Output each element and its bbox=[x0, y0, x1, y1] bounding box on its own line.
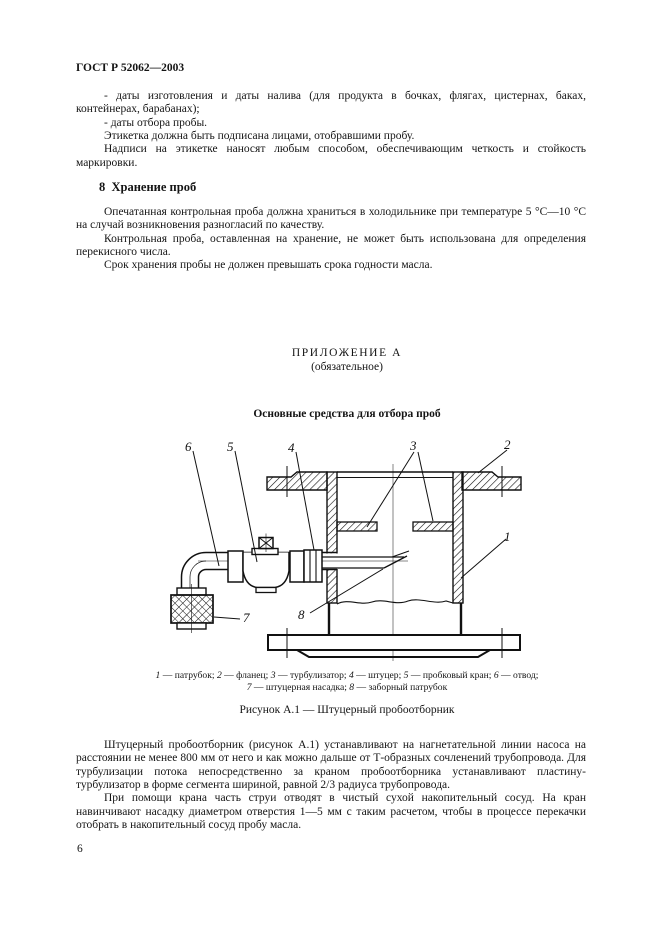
paragraph: Надписи на этикетке наносят любым способом, обеспечивающим четкость и стойкость маркировки. bbox=[76, 143, 586, 169]
turbulizer-baffles bbox=[337, 522, 453, 531]
section8-paragraphs bbox=[76, 206, 586, 273]
doc-number-header: ГОСТ Р 52062—2003 bbox=[76, 62, 185, 74]
paragraph: При помощи крана часть струи отводят в чистый сухой накопительный сосуд. На кран навинчивают насадку диаметром отверстия 1—5 мм с таким расчетом, чтобы в процессе перекачки отобрать в накопительный сосуд пробу масла. bbox=[76, 792, 586, 832]
figure-label-5: 5 bbox=[227, 439, 234, 454]
appendix-title: ПРИЛОЖЕНИЕ А bbox=[291, 347, 403, 359]
top-flange bbox=[267, 466, 521, 497]
page-number: 6 bbox=[77, 843, 83, 855]
figure-a1-diagram bbox=[160, 435, 530, 665]
section8-heading: 8 Хранение проб bbox=[99, 180, 197, 194]
figure-label-7: 7 bbox=[243, 610, 250, 625]
liquid-level-line bbox=[337, 600, 453, 604]
paragraph: - даты изготовления и даты налива (для продукта в бочках, флягах, цистернах, баках, контейнерах, барабанах); bbox=[76, 90, 586, 116]
legend-line: 7 — штуцерная насадка; 8 — заборный патрубок bbox=[246, 682, 448, 693]
figure-caption: Рисунок А.1 — Штуцерный пробоотборник bbox=[239, 704, 455, 716]
figure-label-2: 2 bbox=[504, 437, 511, 452]
section7-paragraphs bbox=[76, 90, 586, 170]
paragraph: Опечатанная контрольная проба должна храниться в холодильнике при температуре 5 °С—10 °С на случай возникновения разногласий по качеству. bbox=[76, 206, 586, 232]
mesh-nozzle bbox=[171, 584, 213, 633]
union-fitting bbox=[304, 550, 322, 582]
elbow-outlet bbox=[182, 553, 207, 589]
paragraph: Этикетка должна быть подписана лицами, отобравшими пробу. bbox=[104, 130, 415, 143]
paragraph: Контрольная проба, оставленная на хранение, не может быть использована для определения перекисного числа. bbox=[76, 232, 586, 259]
figure-label-6: 6 bbox=[185, 439, 192, 454]
figure-label-4: 4 bbox=[288, 440, 295, 455]
plug-valve bbox=[228, 534, 304, 593]
paragraph: Штуцерный пробоотборник (рисунок А.1) устанавливают на нагнетательной линии насоса на расстоянии не менее 800 мм от него и как можно дальше от Т-образных сочленений трубопровода. Для турбулизации потока непосредственно за краном пробоотборника устанавливают пластину-турбулизатор в форме сегмента шириной, равной 2/3 радиуса трубопровода. bbox=[76, 739, 586, 792]
figure-legend bbox=[76, 670, 618, 694]
base-plate bbox=[268, 628, 520, 658]
figure-label-3: 3 bbox=[410, 438, 417, 453]
appendix-paragraphs bbox=[76, 739, 586, 832]
figure-label-8: 8 bbox=[298, 607, 305, 622]
figure-label-1: 1 bbox=[504, 529, 511, 544]
appendix-figure-title: Основные средства для отбора проб bbox=[253, 408, 441, 420]
appendix-subtitle: (обязательное) bbox=[311, 361, 383, 373]
vessel-walls bbox=[327, 472, 463, 603]
legend-line: 1 — патрубок; 2 — фланец; 3 — турбулизатор; 4 — штуцер; 5 — пробковый кран; 6 — отвод; bbox=[155, 670, 539, 681]
paragraph: - даты отбора пробы. bbox=[104, 116, 208, 129]
paragraph: Срок хранения пробы не должен превышать срока годности масла. bbox=[104, 259, 433, 272]
